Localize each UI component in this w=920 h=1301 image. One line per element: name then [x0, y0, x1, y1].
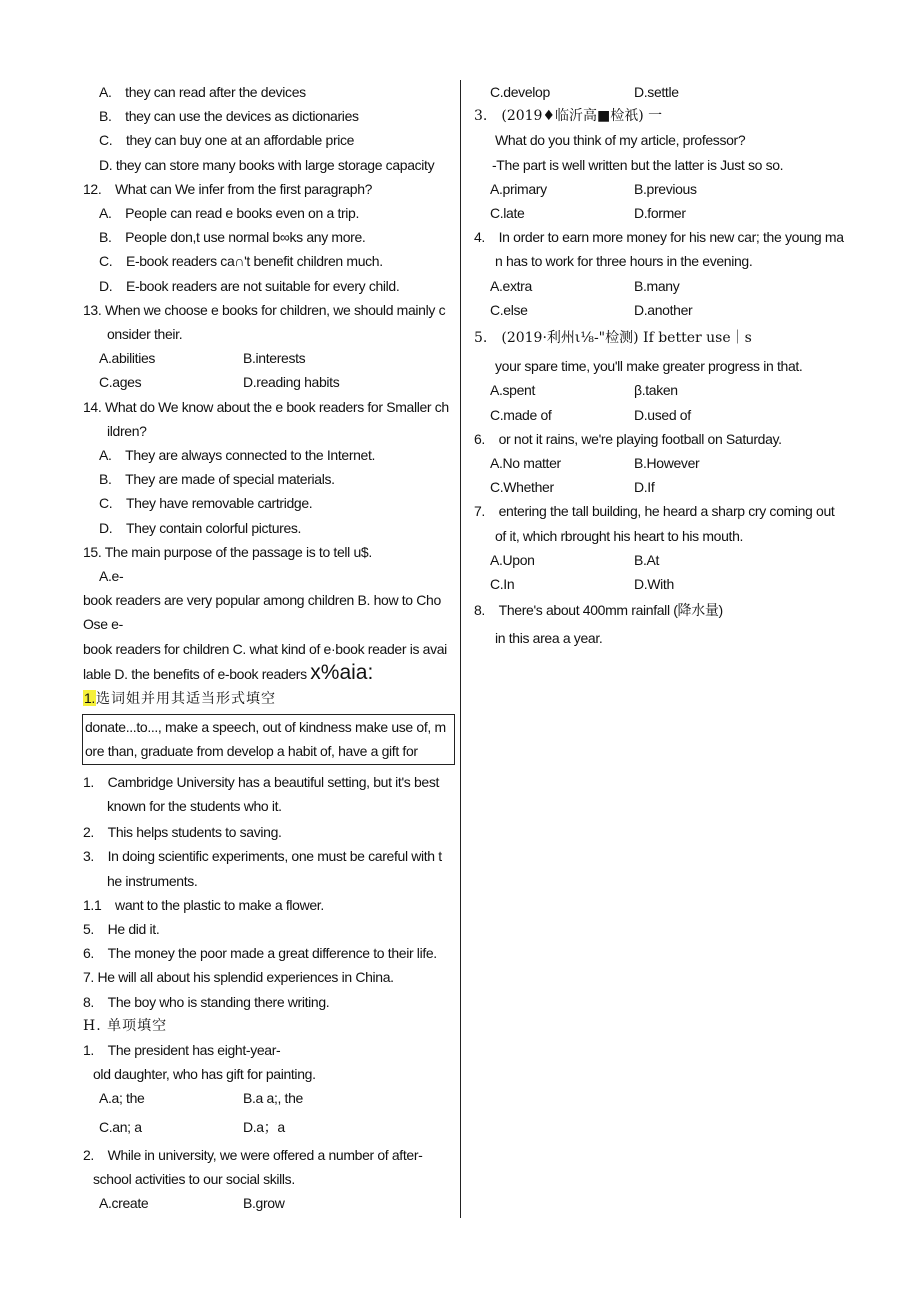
q3-stem: 3. (2019♦临沂高■检祇) 一	[474, 108, 663, 125]
q3-option-b: B.previous	[634, 180, 697, 197]
q3-stem-cont: -The part is well written but the latter is Just so so.	[492, 156, 784, 173]
q5-options-row	[474, 403, 839, 427]
q11-option-c: C. they can buy one at an affordable price	[99, 132, 355, 149]
q7-option-d: D.With	[634, 576, 674, 593]
q6-option-c: C.Whether	[490, 479, 554, 496]
q15-body-line: book readers are very popular among children B. how to Cho	[83, 592, 441, 609]
q6-option-d: D.If	[634, 479, 655, 496]
word-bank-line: donate...to..., make a speech, out of kindness make use of, m	[85, 719, 446, 736]
q13-stem: 13. When we choose e books for children, we should mainly c	[83, 301, 446, 318]
q5-option-d: D.used of	[634, 406, 691, 423]
q13-options-row	[83, 370, 455, 394]
q6-options-row	[474, 475, 839, 499]
s1-options-row	[83, 1086, 455, 1110]
q4-stem: 4. In order to earn more money for his new car; the young ma	[474, 229, 844, 246]
q15-body-line: Ose e-	[83, 616, 123, 633]
fill-item: 1.1 want to the plastic to make a flower.	[83, 896, 324, 913]
q15-stem: 15. The main purpose of the passage is to tell u$.	[83, 543, 372, 560]
fill-item: 5. He did it.	[83, 920, 160, 937]
s1-option-d: D.a；a	[243, 1118, 285, 1135]
section-1-title: 选词姐并用其适当形式填空	[95, 691, 276, 708]
s1-option-c: C.an; a	[99, 1118, 142, 1135]
q7-stem: 7. entering the tall building, he heard a sharp cry coming out	[474, 503, 835, 520]
q5-stem-cont: your spare time, you'll make greater progress in that.	[495, 358, 803, 375]
q7-option-c: C.In	[490, 576, 515, 593]
s1-options-row	[83, 1115, 455, 1139]
q7-stem-cont: of it, which rbrought his heart to his mouth.	[495, 527, 744, 544]
q14-option-a: A. They are always connected to the Internet.	[99, 447, 376, 464]
q5-option-b: β.taken	[634, 382, 678, 399]
s2-options-row-cont	[474, 80, 839, 104]
s1-option-b: B.a a;, the	[243, 1090, 303, 1107]
q5-stem: 5. (2019·利州ι⅛-"检测) If better use｜s	[474, 330, 752, 347]
q7-option-a: A.Upon	[490, 551, 535, 568]
q8-stem: 8. There's about 400mm rainfall (降水量)	[474, 602, 723, 619]
q3-option-d: D.former	[634, 205, 686, 222]
q13-options-row	[83, 346, 455, 370]
q11-option-d: D. they can store many books with large storage capacity	[99, 156, 435, 173]
fill-item: he instruments.	[107, 872, 198, 889]
q15-body-line: book readers for children C. what kind of e·book reader is avai	[83, 640, 447, 657]
q11-option-a: A. they can read after the devices	[99, 84, 306, 100]
q12-option-a: A. People can read e books even on a trip.	[99, 205, 360, 222]
fill-item: 7. He will all about his splendid experiences in China.	[83, 969, 394, 986]
q4-stem-cont: n has to work for three hours in the evening.	[495, 253, 753, 270]
q12-option-c: C. E-book readers ca∩'t benefit children much.	[99, 253, 383, 270]
q13-stem-cont: onsider their.	[107, 326, 183, 343]
s2-option-a: A.create	[99, 1195, 149, 1212]
column-divider	[460, 80, 461, 1218]
q15-body-line: A.e-	[99, 568, 124, 585]
q14-option-c: C. They have removable cartridge.	[99, 495, 313, 512]
s2-option-b: B.grow	[243, 1195, 285, 1212]
q7-options-row	[474, 548, 839, 572]
fill-item: 2. This helps students to saving.	[83, 824, 282, 841]
q6-option-a: A.No matter	[490, 455, 561, 472]
q13-option-a: A.abilities	[99, 350, 156, 367]
q3-option-a: A.primary	[490, 180, 547, 197]
q4-option-c: C.else	[490, 301, 528, 318]
q4-options-row	[474, 298, 839, 322]
q3-options-row	[474, 177, 839, 201]
q4-option-a: A.extra	[490, 277, 532, 294]
fill-item: 1. Cambridge University has a beautiful setting, but it's best	[83, 773, 440, 790]
q12-option-d: D. E-book readers are not suitable for every child.	[99, 277, 400, 294]
q13-option-d: D.reading habits	[243, 374, 340, 391]
q7-options-row	[474, 572, 839, 596]
q3-stem-cont: What do you think of my article, professor?	[495, 132, 746, 149]
s1-stem-cont: old daughter, who has gift for painting.	[93, 1066, 316, 1083]
q6-options-row	[474, 451, 839, 475]
right-column	[474, 80, 844, 651]
s2-stem-cont: school activities to our social skills.	[93, 1170, 295, 1187]
q15-garbled-text: x%aia:	[310, 660, 374, 684]
q11-option-b: B. they can use the devices as dictionaries	[99, 108, 359, 125]
word-bank-box	[82, 714, 455, 764]
q14-option-d: D. They contain colorful pictures.	[99, 519, 302, 536]
word-bank-line: ore than, graduate from develop a habit of, have a gift for	[85, 743, 418, 760]
q14-stem-cont: ildren?	[107, 422, 147, 439]
q5-options-row	[474, 378, 839, 402]
q5-option-a: A.spent	[490, 382, 536, 399]
s2-option-c: C.develop	[490, 84, 550, 100]
s1-stem: 1. The president has eight-year-	[83, 1041, 281, 1058]
fill-item: 3. In doing scientific experiments, one must be careful with t	[83, 848, 442, 865]
q13-option-b: B.interests	[243, 350, 306, 367]
q4-option-d: D.another	[634, 301, 693, 318]
q7-option-b: B.At	[634, 551, 660, 568]
s2-option-d: D.settle	[634, 84, 679, 100]
section-1-heading	[83, 686, 455, 711]
q12-option-b: B. People don,t use normal b∞ks any more.	[99, 229, 366, 246]
section-1-number: 1.	[84, 690, 95, 707]
q12-stem: 12. What can We infer from the first paragraph?	[83, 180, 373, 197]
fill-item: known for the students who it.	[107, 797, 282, 814]
q4-options-row	[474, 274, 839, 298]
fill-item: 6. The money the poor made a great difference to their life.	[83, 945, 437, 962]
q5-option-c: C.made of	[490, 406, 552, 423]
s1-option-a: A.a; the	[99, 1090, 145, 1107]
q15-body-text: lable D. the benefits of e-book readers	[83, 665, 311, 682]
section-2-heading: H. 单项填空	[83, 1017, 168, 1034]
fill-item: 8. The boy who is standing there writing.	[83, 993, 330, 1010]
q6-stem: 6. or not it rains, we're playing football on Saturday.	[474, 430, 782, 447]
q14-option-b: B. They are made of special materials.	[99, 471, 335, 488]
q15-body-line-last	[83, 661, 455, 686]
q3-options-row	[474, 201, 839, 225]
s2-stem: 2. While in university, we were offered a number of after-	[83, 1146, 423, 1163]
left-column	[83, 80, 455, 1215]
q13-option-c: C.ages	[99, 374, 142, 391]
q6-option-b: B.However	[634, 455, 700, 472]
q8-stem-cont: in this area a year.	[495, 630, 603, 647]
q4-option-b: B.many	[634, 277, 680, 294]
q3-option-c: C.late	[490, 205, 525, 222]
q14-stem: 14. What do We know about the e book readers for Smaller ch	[83, 398, 449, 415]
s2-options-row	[83, 1191, 455, 1215]
